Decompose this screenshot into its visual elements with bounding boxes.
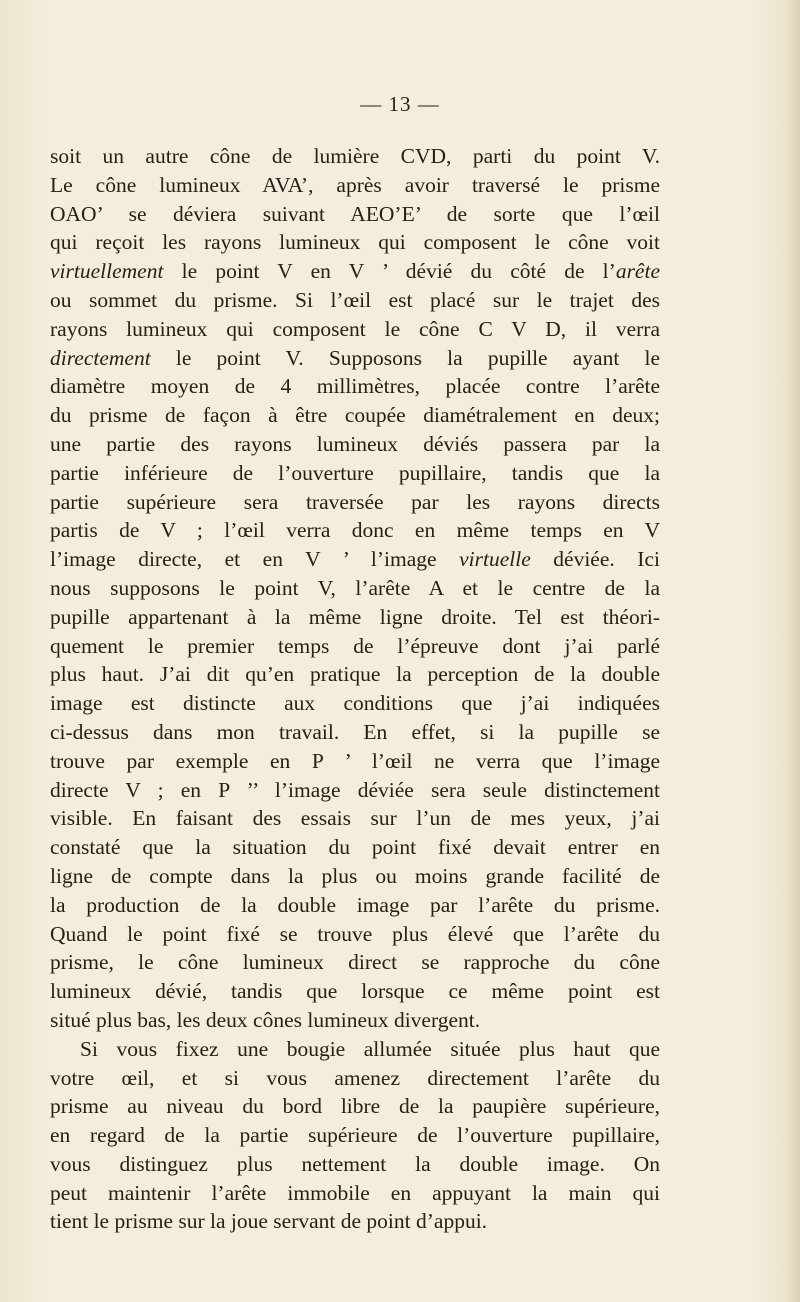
text-line xyxy=(50,488,660,517)
text-line xyxy=(50,718,660,747)
text-line xyxy=(50,228,660,257)
text-line xyxy=(50,286,660,315)
text-segment: lumineux dévié, tandis que lorsque ce même point est xyxy=(50,979,660,1004)
text-segment: Le cône lumineux AVA’, après avoir traversé le prisme xyxy=(50,172,660,197)
page-edge-shadow xyxy=(786,0,800,1302)
text-segment: trouve par exemple en P ’ l’œil ne verra que l’image xyxy=(50,748,660,773)
text-segment: prisme, le cône lumineux direct se rapproche du cône xyxy=(50,950,660,975)
text-line xyxy=(50,344,660,373)
text-segment: une partie des rayons lumineux déviés passera par la xyxy=(50,431,660,456)
text-segment: situé plus bas, les deux cônes lumineux divergent. xyxy=(50,1007,481,1032)
text-segment: visible. En faisant des essais sur l’un de mes yeux, j’ai xyxy=(50,806,660,831)
text-line xyxy=(50,1179,660,1208)
text-line xyxy=(50,747,660,776)
text-segment: quement le premier temps de l’épreuve dont j’ai parlé xyxy=(50,633,660,658)
text-line xyxy=(50,200,660,229)
text-line xyxy=(50,257,660,286)
text-line xyxy=(50,891,660,920)
text-line xyxy=(50,1207,660,1236)
text-line xyxy=(50,776,660,805)
text-segment: Quand le point fixé se trouve plus élevé que l’arête du xyxy=(50,921,660,946)
page-number: — 13 — xyxy=(360,92,440,116)
text-line xyxy=(50,862,660,891)
text-line xyxy=(50,545,660,574)
text-segment: vous distinguez plus nettement la double image. On xyxy=(50,1151,660,1176)
text-segment: déviée. Ici xyxy=(530,547,660,572)
text-line xyxy=(50,315,660,344)
text-line xyxy=(50,1035,660,1064)
text-line xyxy=(50,1121,660,1150)
text-line xyxy=(50,430,660,459)
text-segment: pupille appartenant à la même ligne droite. Tel est théori- xyxy=(50,604,660,629)
text-line xyxy=(50,401,660,430)
text-line xyxy=(50,920,660,949)
text-line xyxy=(50,372,660,401)
emphasized-text: arête xyxy=(615,259,660,284)
text-segment: tient le prisme sur la joue servant de point d’appui. xyxy=(50,1209,488,1234)
text-segment: plus haut. J’ai dit qu’en pratique la perception de la double xyxy=(50,662,660,687)
text-segment: ligne de compte dans la plus ou moins grande facilité de xyxy=(50,863,660,888)
text-segment: qui reçoit les rayons lumineux qui composent le cône voit xyxy=(50,230,660,255)
text-line xyxy=(50,833,660,862)
text-segment: diamètre moyen de 4 millimètres, placée contre l’arête xyxy=(50,374,660,399)
text-segment: la production de la double image par l’arête du prisme. xyxy=(50,892,660,917)
text-line xyxy=(50,1006,660,1035)
text-segment: partie inférieure de l’ouverture pupillaire, tandis que la xyxy=(50,460,660,485)
text-line xyxy=(50,142,660,171)
text-segment: directe V ; en P ’’ l’image déviée sera seule distinctement xyxy=(50,777,660,802)
text-line xyxy=(50,632,660,661)
text-segment: rayons lumineux qui composent le cône C V D, il verra xyxy=(50,316,660,341)
text-line xyxy=(50,977,660,1006)
text-line xyxy=(50,1092,660,1121)
text-line xyxy=(50,804,660,833)
text-segment: peut maintenir l’arête immobile en appuyant la main qui xyxy=(50,1180,660,1205)
text-segment: Si vous fixez une bougie allumée située plus haut que xyxy=(80,1036,660,1061)
text-line xyxy=(50,689,660,718)
text-segment: soit un autre cône de lumière CVD, parti du point V. xyxy=(50,144,660,168)
text-segment: en regard de la partie supérieure de l’ouverture pupillaire, xyxy=(50,1123,660,1148)
text-line xyxy=(50,603,660,632)
text-segment: du prisme de façon à être coupée diamétralement en deux; xyxy=(50,403,660,428)
emphasized-text: virtuellement xyxy=(50,259,164,284)
text-segment: ou sommet du prisme. Si l’œil est placé sur le trajet des xyxy=(50,287,660,312)
text-segment: l’image directe, et en V ’ l’image xyxy=(50,547,460,572)
text-segment: constaté que la situation du point fixé devait entrer en xyxy=(50,835,660,860)
text-segment: le point V. Supposons la pupille ayant le xyxy=(150,345,660,370)
text-segment: partis de V ; l’œil verra donc en même temps en V xyxy=(50,518,660,543)
emphasized-text: virtuelle xyxy=(459,547,531,572)
text-segment: partie supérieure sera traversée par les rayons directs xyxy=(50,489,660,514)
text-line xyxy=(50,171,660,200)
text-line xyxy=(50,459,660,488)
text-line xyxy=(50,1150,660,1179)
text-segment: le point V en V ’ dévié du côté de l’ xyxy=(163,259,616,284)
text-line xyxy=(50,574,660,603)
emphasized-text: directement xyxy=(50,345,151,370)
text-segment: image est distincte aux conditions que j’ai indiquées xyxy=(50,691,660,716)
text-line xyxy=(50,660,660,689)
body-text xyxy=(50,142,660,1236)
text-segment: ci-dessus dans mon travail. En effet, si la pupille se xyxy=(50,719,660,744)
text-segment: prisme au niveau du bord libre de la paupière supérieure, xyxy=(50,1094,660,1119)
text-segment: OAO’ se déviera suivant AEO’E’ de sorte que l’œil xyxy=(50,201,660,226)
text-segment: nous supposons le point V, l’arête A et le centre de la xyxy=(50,575,660,600)
text-segment: votre œil, et si vous amenez directement l’arête du xyxy=(50,1065,660,1090)
text-line xyxy=(50,516,660,545)
text-line xyxy=(50,948,660,977)
text-line xyxy=(50,1064,660,1093)
